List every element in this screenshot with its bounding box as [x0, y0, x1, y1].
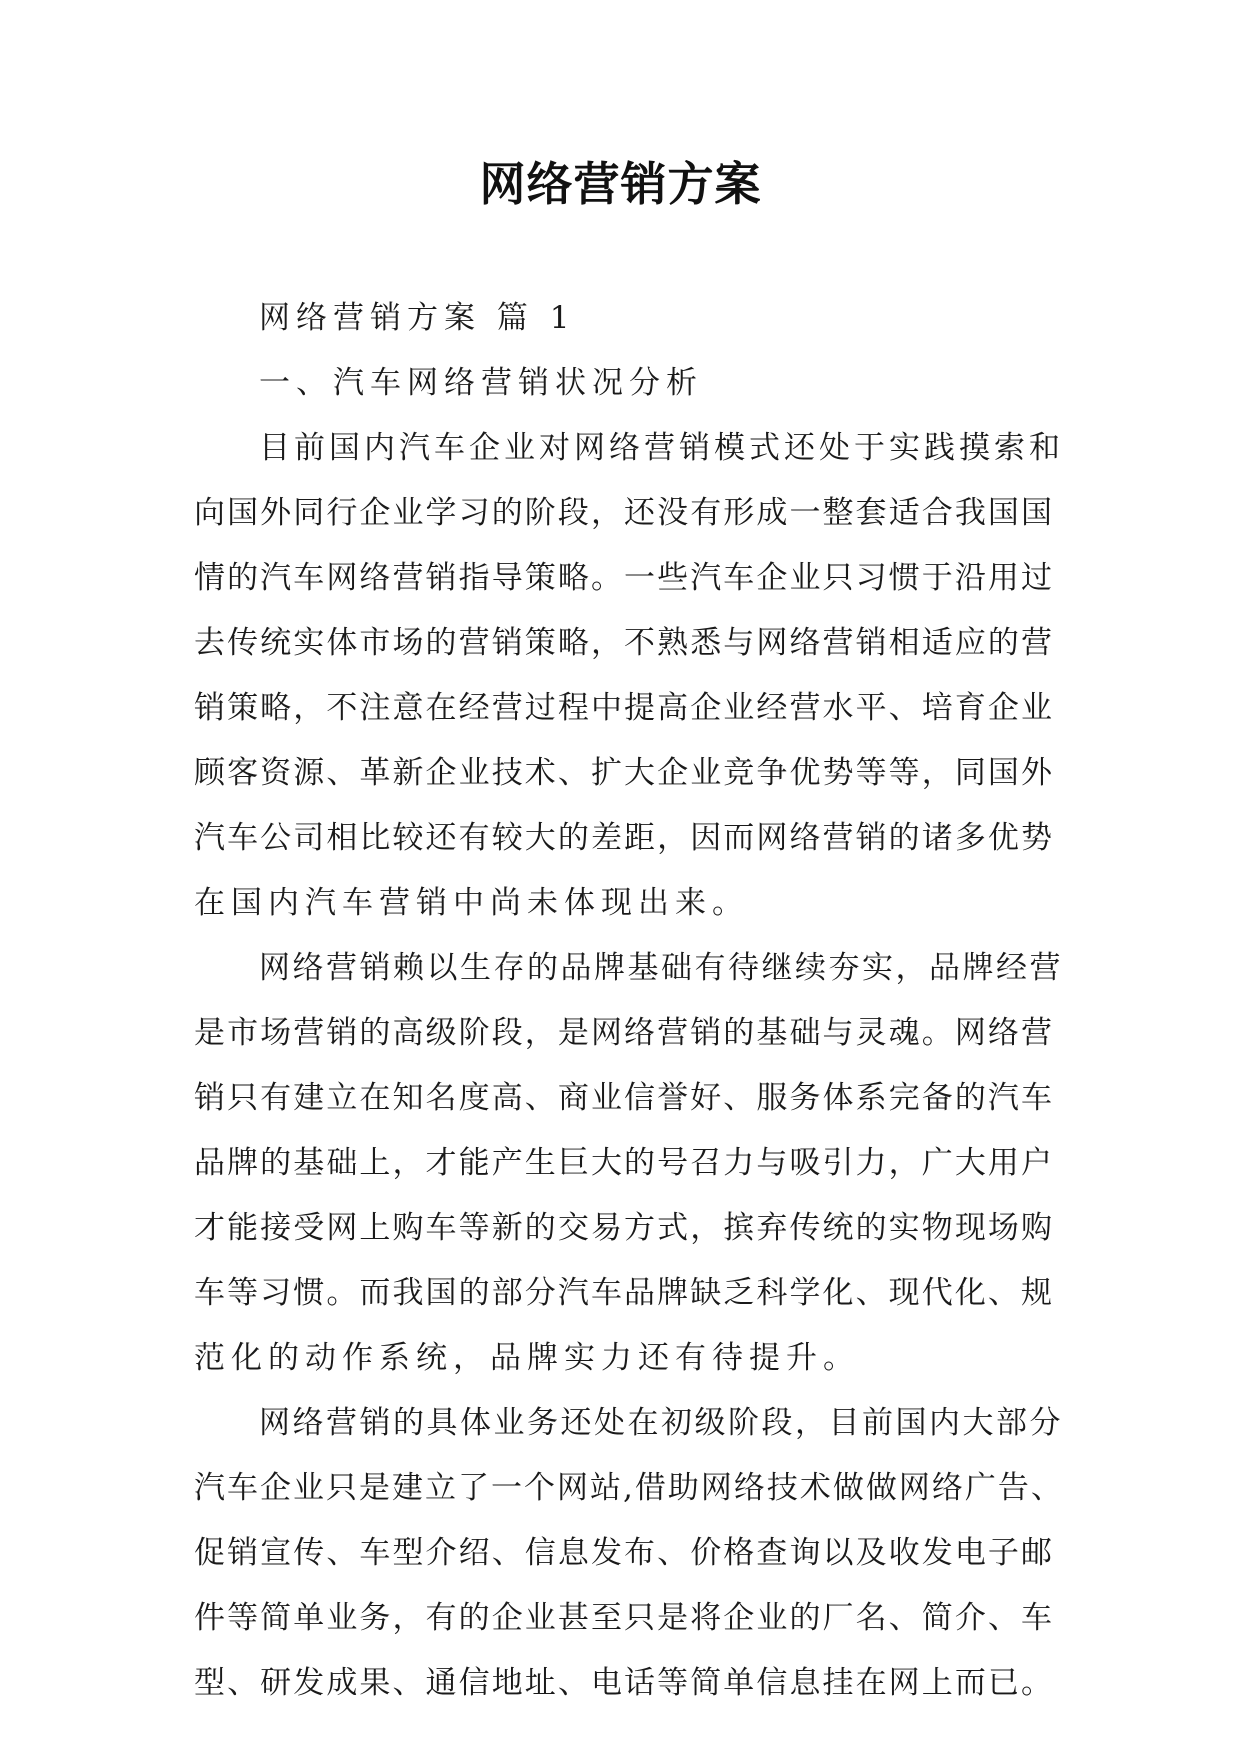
- paragraph-line: 网络营销赖以生存的品牌基础有待继续夯实，品牌经营: [259, 950, 1063, 986]
- paragraph-1: [194, 416, 1064, 936]
- paragraph-3: [194, 1391, 1064, 1716]
- paragraph-line: 顾客资源、革新企业技术、扩大企业竞争优势等等，同国外: [194, 755, 1054, 791]
- article-subtitle: 网络营销方案 篇 1: [259, 300, 576, 336]
- paragraph-line: 品牌的基础上，才能产生巨大的号召力与吸引力，广大用户: [194, 1145, 1054, 1181]
- paragraph-line: 情的汽车网络营销指导策略。一些汽车企业只习惯于沿用过: [194, 560, 1054, 596]
- paragraph-line: 向国外同行企业学习的阶段，还没有形成一整套适合我国国: [194, 495, 1054, 531]
- paragraph-line: 销策略，不注意在经营过程中提高企业经营水平、培育企业: [194, 690, 1054, 726]
- paragraph-line: 才能接受网上购车等新的交易方式，摈弃传统的实物现场购: [194, 1210, 1054, 1246]
- paragraph-line: 去传统实体市场的营销策略，不熟悉与网络营销相适应的营: [194, 625, 1054, 661]
- document-body: [194, 286, 1064, 1716]
- document-title: 网络营销方案: [479, 157, 762, 211]
- paragraph-line: 型、研发成果、通信地址、电话等简单信息挂在网上而已。: [194, 1665, 1054, 1701]
- paragraph-line: 在国内汽车营销中尚未体现出来。: [194, 885, 749, 921]
- paragraph-line: 汽车企业只是建立了一个网站,借助网络技术做做网络广告、: [194, 1470, 1064, 1506]
- paragraph-line: 范化的动作系统，品牌实力还有待提升。: [194, 1340, 860, 1376]
- paragraph-line: 目前国内汽车企业对网络营销模式还处于实践摸索和: [259, 430, 1064, 466]
- paragraph-line: 是市场营销的高级阶段，是网络营销的基础与灵魂。网络营: [194, 1015, 1054, 1051]
- paragraph-line: 销只有建立在知名度高、商业信誉好、服务体系完备的汽车: [194, 1080, 1054, 1116]
- paragraph-line: 车等习惯。而我国的部分汽车品牌缺乏科学化、现代化、规: [194, 1275, 1054, 1311]
- section-heading: 一、汽车网络营销状况分析: [259, 365, 703, 401]
- paragraph-2: [194, 936, 1063, 1391]
- paragraph-line: 件等简单业务，有的企业甚至只是将企业的厂名、简介、车: [194, 1600, 1054, 1636]
- paragraph-line: 汽车公司相比较还有较大的差距，因而网络营销的诸多优势: [194, 820, 1054, 856]
- paragraph-line: 网络营销的具体业务还处在初级阶段，目前国内大部分: [259, 1405, 1063, 1441]
- paragraph-line: 促销宣传、车型介绍、信息发布、价格查询以及收发电子邮: [194, 1535, 1054, 1571]
